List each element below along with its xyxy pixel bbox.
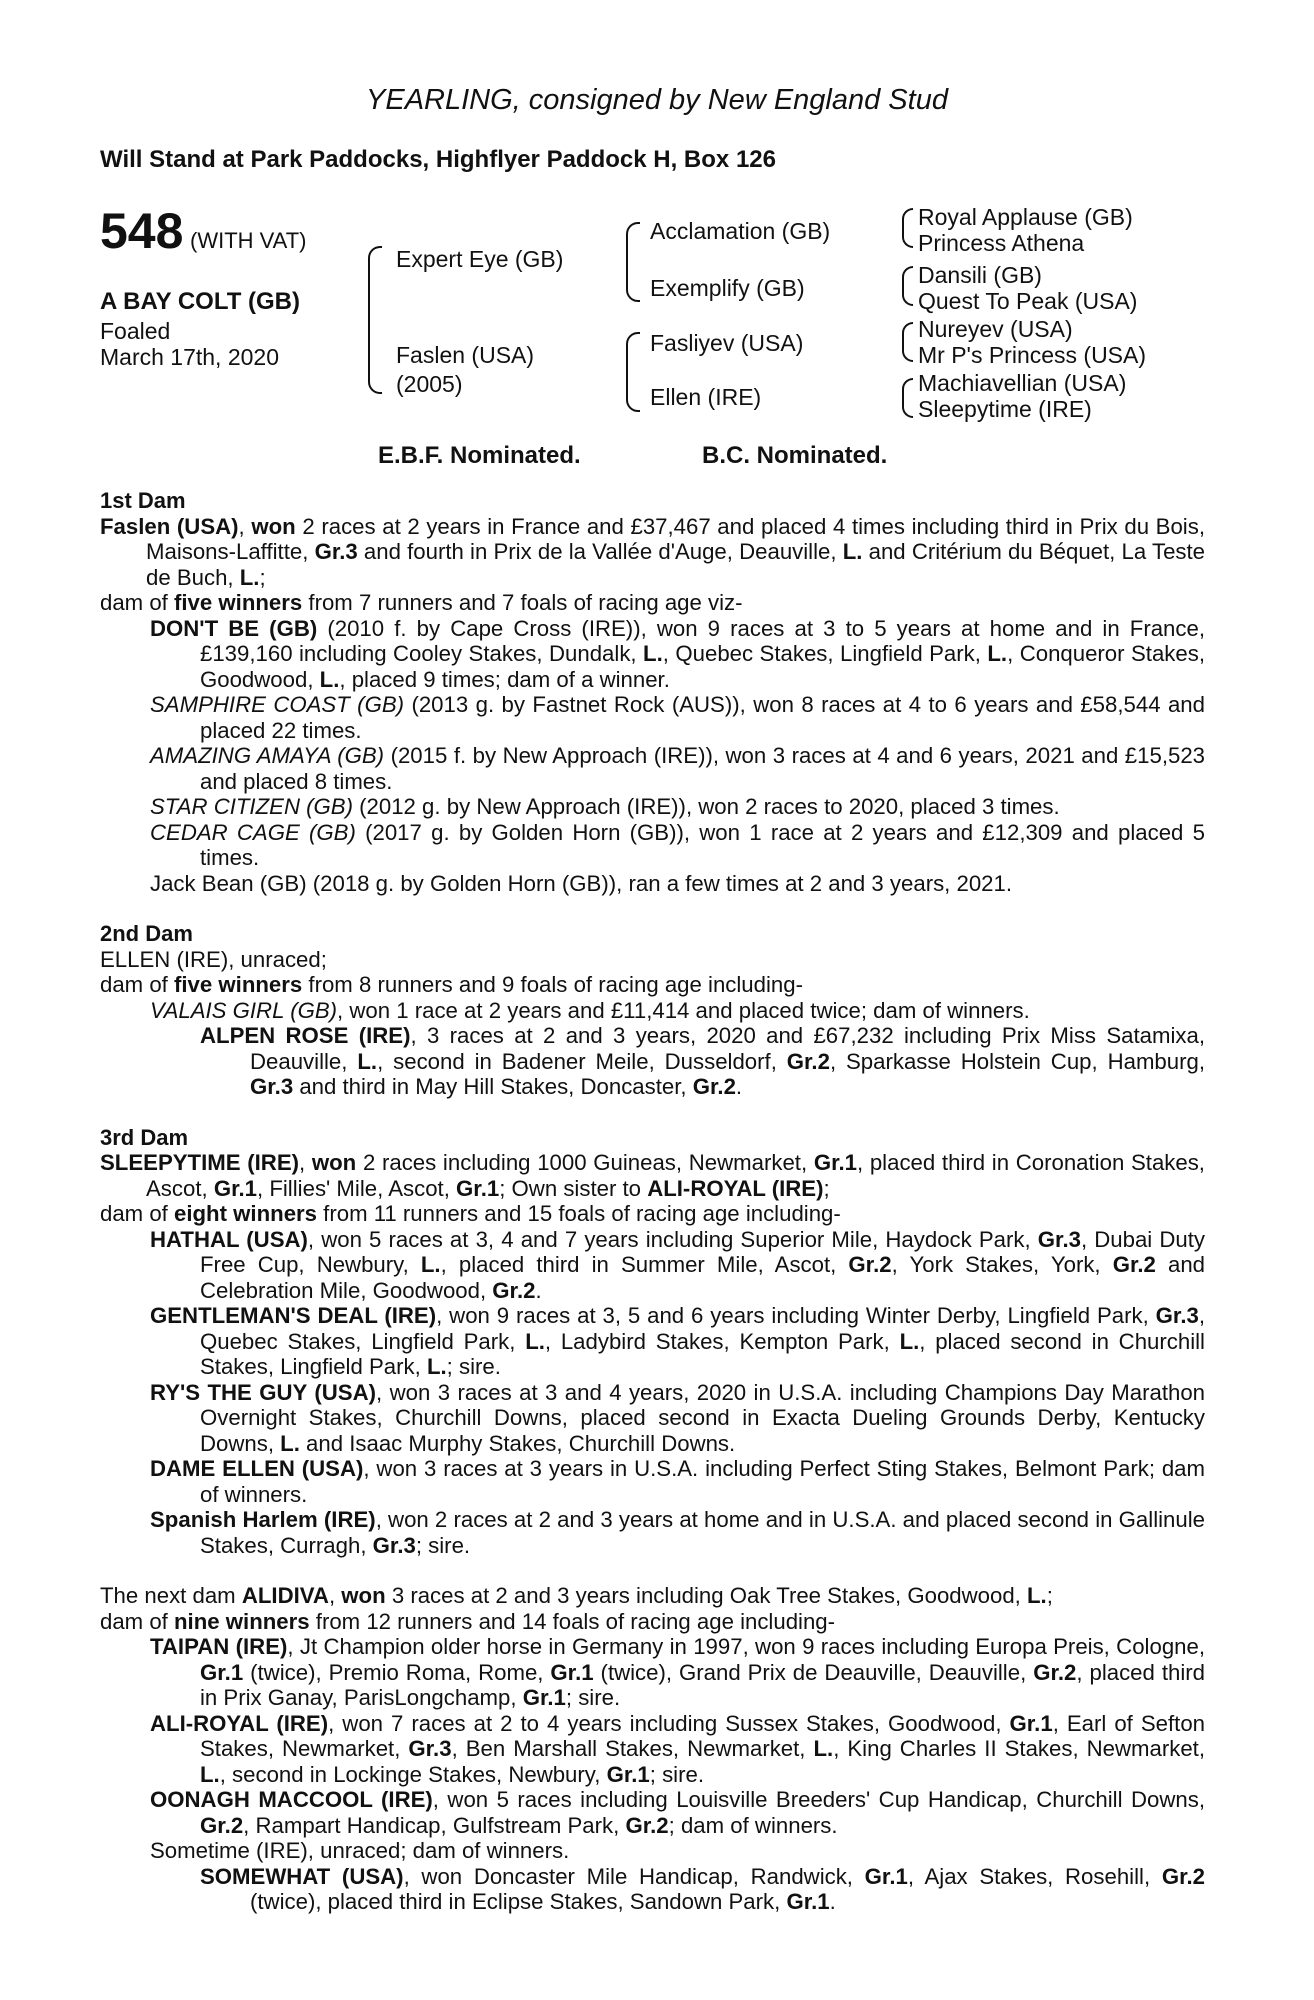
first-dam-produce: dam of five winners from 7 runners and 7 foals of racing age viz- — [100, 590, 743, 615]
produce-entry: Sometime (IRE), unraced; dam of winners. — [150, 1838, 570, 1863]
produce-entry: RY'S THE GUY (USA), won 3 races at 3 and 4 years, 2020 in U.S.A. including Champions Day Marathon Overnight Stakes, Churchill Downs, placed second in Exacta Dueling Grounds Derby, Kentucky Downs, L. and Isaac Murphy Stakes, Churchill Downs. — [150, 1379, 1205, 1456]
vat-label: (WITH VAT) — [190, 228, 307, 253]
third-dam-heading: 3rd Dam — [100, 1124, 189, 1150]
produce-entry: ALI-ROYAL (IRE), won 7 races at 2 to 4 years including Sussex Stakes, Goodwood, Gr.1, Earl of Sefton Stakes, Newmarket, Gr.3, Ben Marshall Stakes, Newmarket, L., King Charles II Stakes, Newmarket, L., second in Lockinge Stakes, Newbury, Gr.1; sire. — [150, 1710, 1205, 1787]
horse-description: A BAY COLT (GB) — [100, 288, 301, 315]
ebf-nomination: E.B.F. Nominated. — [378, 442, 581, 469]
stand-location: Will Stand at Park Paddocks, Highflyer Paddock H, Box 126 — [100, 146, 776, 173]
pedigree-brace-g3-2 — [902, 266, 913, 306]
pedigree-g3-7: Machiavellian (USA) — [918, 370, 1127, 396]
won-label: won — [251, 513, 296, 539]
pedigree-brace-g3-1 — [902, 208, 913, 248]
second-dam-record: ELLEN (IRE), unraced; — [100, 946, 327, 972]
pedigree-brace-dam — [626, 332, 640, 412]
produce-entry: SAMPHIRE COAST (GB) (2013 g. by Fastnet Rock (AUS)), won 8 races at 4 to 6 years and £58,544 and placed 22 times. — [150, 692, 1205, 743]
produce-entry: VALAIS GIRL (GB), won 1 race at 2 years and £11,414 and placed twice; dam of winners. — [150, 997, 1030, 1023]
pedigree-sire: Expert Eye (GB) — [396, 246, 564, 272]
pedigree-g3-1: Royal Applause (GB) — [918, 204, 1133, 230]
pedigree-g3-8: Sleepytime (IRE) — [918, 396, 1092, 422]
foaled-date: March 17th, 2020 — [100, 344, 280, 370]
produce-entry: SOMEWHAT (USA), won Doncaster Mile Handicap, Randwick, Gr.1, Ajax Stakes, Rosehill, Gr.2 (twice), placed third in Eclipse Stakes, Sandown Park, Gr.1. — [200, 1863, 1205, 1914]
pedigree-g2-1: Acclamation (GB) — [650, 218, 831, 244]
second-dam-heading: 2nd Dam — [100, 921, 193, 946]
pedigree-g3-4: Quest To Peak (USA) — [918, 288, 1138, 314]
pedigree-g3-5: Nureyev (USA) — [918, 316, 1073, 342]
bc-nomination: B.C. Nominated. — [702, 442, 888, 469]
pedigree-brace-sire — [626, 222, 640, 302]
foaled-info — [100, 318, 279, 370]
pedigree-dam: Faslen (USA) — [396, 342, 535, 368]
produce-entry: HATHAL (USA), won 5 races at 3, 4 and 7 years including Superior Mile, Haydock Park, Gr.3, Dubai Duty Free Cup, Newbury, L., placed third in Summer Mile, Ascot, Gr.2, York Stakes, York, Gr.2 and Celebration Mile, Goodwood, Gr.2. — [150, 1226, 1205, 1303]
produce-entry: STAR CITIZEN (GB) (2012 g. by New Approach (IRE)), won 2 races to 2020, placed 3 times. — [150, 794, 1060, 819]
produce-entry: CEDAR CAGE (GB) (2017 g. by Golden Horn (GB)), won 1 race at 2 years and £12,309 and placed 5 times. — [150, 819, 1205, 870]
produce-entry: OONAGH MACCOOL (IRE), won 5 races including Louisville Breeders' Cup Handicap, Churchill Downs, Gr.2, Rampart Handicap, Gulfstream Park, Gr.2; dam of winners. — [150, 1787, 1206, 1838]
pedigree-g2-4: Ellen (IRE) — [650, 384, 762, 410]
pedigree-g3-2: Princess Athena — [918, 230, 1085, 256]
next-dam-record: The next dam ALIDIVA, won 3 races at 2 and 3 years including Oak Tree Stakes, Goodwood, L.; — [100, 1583, 1053, 1608]
pedigree-brace-g3-4 — [902, 378, 913, 418]
dam-name: Faslen (USA) — [100, 513, 239, 539]
produce-entry: TAIPAN (IRE), Jt Champion older horse in Germany in 1997, won 9 races including Europa Preis, Cologne, Gr.1 (twice), Premio Roma, Rome, Gr.1 (twice), Grand Prix de Deauville, Deauville, Gr.2, placed third in Prix Ganay, ParisLongchamp, Gr.1; sire. — [150, 1634, 1205, 1710]
produce-entry: Jack Bean (GB) (2018 g. by Golden Horn (GB)), ran a few times at 2 and 3 years, 2021. — [150, 870, 1013, 896]
produce-entry: ALPEN ROSE (IRE), 3 races at 2 and 3 years, 2020 and £67,232 including Prix Miss Satamixa, Deauville, L., second in Badener Meile, Dusseldorf, Gr.2, Sparkasse Holstein Cup, Hamburg, Gr.3 and third in May Hill Stakes, Doncaster, Gr.2. — [200, 1023, 1205, 1099]
produce-record — [100, 488, 1205, 1915]
third-dam-record: SLEEPYTIME (IRE), won 2 races including 1000 Guineas, Newmarket, Gr.1, placed third in Coronation Stakes, Ascot, Gr.1, Fillies' Mile, Ascot, Gr.1; Own sister to ALI-ROYAL (IRE); — [100, 1150, 1205, 1201]
pedigree-dam-year: (2005) — [396, 371, 463, 397]
first-dam-heading: 1st Dam — [100, 488, 186, 513]
pedigree-brace-main — [368, 246, 382, 394]
pedigree-g2-3: Fasliyev (USA) — [650, 330, 804, 356]
produce-entry: Spanish Harlem (IRE), won 2 races at 2 and 3 years at home and in U.S.A. and placed second in Gallinule Stakes, Curragh, Gr.3; sire. — [150, 1507, 1206, 1558]
produce-entry: DON'T BE (GB) (2010 f. by Cape Cross (IRE)), won 9 races at 3 to 5 years at home and in France, £139,160 including Cooley Stakes, Dundalk, L., Quebec Stakes, Lingfield Park, L., Conqueror Stakes, Goodwood, L., placed 9 times; dam of a winner. — [150, 615, 1205, 692]
consignment-line: YEARLING, consigned by New England Stud — [366, 84, 948, 116]
produce-entry: DAME ELLEN (USA), won 3 races at 3 years in U.S.A. including Perfect Sting Stakes, Belmont Park; dam of winners. — [150, 1456, 1206, 1507]
foaled-label: Foaled — [100, 318, 171, 344]
second-dam-produce: dam of five winners from 8 runners and 9 foals of racing age including- — [100, 972, 803, 997]
produce-entry: AMAZING AMAYA (GB) (2015 f. by New Approach (IRE)), won 3 races at 4 and 6 years, 2021 and £15,523 and placed 8 times. — [150, 743, 1206, 794]
first-dam-record: Faslen (USA), won 2 races at 2 years in France and £37,467 and placed 4 times including third in Prix du Bois, Maisons-Laffitte, Gr.3 and fourth in Prix de la Vallée d'Auge, Deauville, L. and Critérium du Béquet, La Teste de Buch, L.; — [100, 513, 1206, 590]
pedigree-g3-6: Mr P's Princess (USA) — [918, 342, 1147, 368]
third-dam-produce: dam of eight winners from 11 runners and 15 foals of racing age including- — [100, 1201, 841, 1226]
pedigree-brace-g3-3 — [902, 322, 913, 362]
pedigree-g2-2: Exemplify (GB) — [650, 275, 805, 301]
produce-entry: GENTLEMAN'S DEAL (IRE), won 9 races at 3, 5 and 6 years including Winter Derby, Lingfield Park, Gr.3, Quebec Stakes, Lingfield Park, L., Ladybird Stakes, Kempton Park, L., placed second in Churchill Stakes, Lingfield Park, L.; sire. — [150, 1303, 1205, 1379]
lot-number: 548 — [100, 203, 184, 259]
next-dam-produce: dam of nine winners from 12 runners and 14 foals of racing age including- — [100, 1608, 836, 1634]
pedigree-g3-3: Dansili (GB) — [918, 262, 1042, 288]
